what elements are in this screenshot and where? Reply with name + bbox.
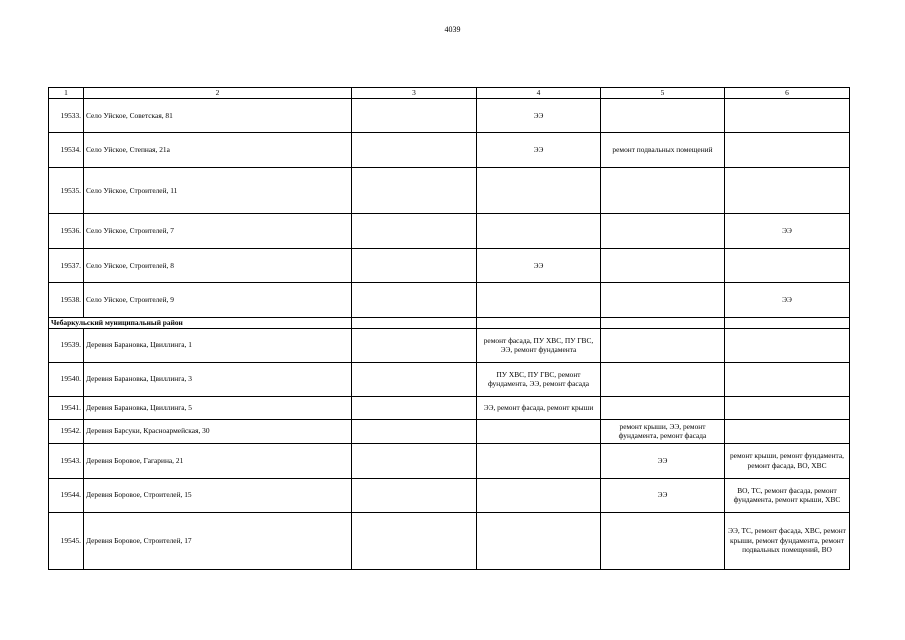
row-col3 — [352, 214, 477, 249]
row-number: 19534. — [49, 133, 84, 168]
table-row — [49, 362, 850, 396]
row-col4 — [477, 214, 601, 249]
row-number: 19536. — [49, 214, 84, 249]
row-col4: ЭЭ — [477, 133, 601, 168]
row-number: 19545. — [49, 512, 84, 569]
row-col5 — [601, 283, 725, 318]
row-col4 — [477, 478, 601, 512]
section-row — [49, 318, 850, 329]
row-number: 19535. — [49, 168, 84, 214]
row-col5 — [601, 249, 725, 283]
row-col3 — [352, 249, 477, 283]
row-number: 19537. — [49, 249, 84, 283]
row-col5: ремонт крыши, ЭЭ, ремонт фундамента, ремонт фасада — [601, 419, 725, 443]
row-col4: ЭЭ — [477, 99, 601, 133]
row-address: Деревня Боровое, Строителей, 15 — [84, 478, 352, 512]
row-col6 — [725, 419, 850, 443]
table-row — [49, 443, 850, 478]
row-col3 — [352, 396, 477, 419]
page-number: 4039 — [444, 25, 461, 34]
header-cell: 2 — [84, 88, 352, 99]
row-number: 19542. — [49, 419, 84, 443]
row-col4 — [477, 512, 601, 569]
row-col4: ремонт фасада, ПУ ХВС, ПУ ГВС, ЭЭ, ремонт фундамента — [477, 328, 601, 362]
row-number: 19540. — [49, 362, 84, 396]
row-address: Село Уйское, Советская, 81 — [84, 99, 352, 133]
row-col3 — [352, 328, 477, 362]
row-col4 — [477, 419, 601, 443]
table-row — [49, 478, 850, 512]
header-cell: 4 — [477, 88, 601, 99]
table-row — [49, 168, 850, 214]
table-row — [49, 249, 850, 283]
section-empty-cell — [725, 318, 850, 329]
row-col5 — [601, 396, 725, 419]
row-number: 19543. — [49, 443, 84, 478]
row-number: 19541. — [49, 396, 84, 419]
section-empty-cell — [601, 318, 725, 329]
header-row — [49, 88, 850, 99]
row-col6 — [725, 249, 850, 283]
row-col4 — [477, 168, 601, 214]
row-col6 — [725, 133, 850, 168]
section-empty-cell — [352, 318, 477, 329]
row-col3 — [352, 512, 477, 569]
row-col4: ЭЭ, ремонт фасада, ремонт крыши — [477, 396, 601, 419]
row-col5: ЭЭ — [601, 478, 725, 512]
row-address: Деревня Барановка, Цвиллинга, 1 — [84, 328, 352, 362]
row-col3 — [352, 133, 477, 168]
row-col6: ЭЭ — [725, 283, 850, 318]
table-row — [49, 396, 850, 419]
table-row — [49, 283, 850, 318]
row-number: 19539. — [49, 328, 84, 362]
row-col5 — [601, 214, 725, 249]
registry-table — [48, 87, 850, 570]
row-address: Село Уйское, Строителей, 11 — [84, 168, 352, 214]
row-col3 — [352, 362, 477, 396]
section-title: Чебаркульский муниципальный район — [49, 318, 352, 329]
row-address: Село Уйское, Степная, 21а — [84, 133, 352, 168]
row-col6 — [725, 328, 850, 362]
row-address: Деревня Барсуки, Красноармейская, 30 — [84, 419, 352, 443]
table-row — [49, 214, 850, 249]
row-col5 — [601, 168, 725, 214]
header-cell: 5 — [601, 88, 725, 99]
row-col6: ВО, ТС, ремонт фасада, ремонт фундамента, ремонт крыши, ХВС — [725, 478, 850, 512]
row-col3 — [352, 419, 477, 443]
row-address: Деревня Боровое, Гагарина, 21 — [84, 443, 352, 478]
row-col5: ЭЭ — [601, 443, 725, 478]
row-col6 — [725, 99, 850, 133]
table-row — [49, 133, 850, 168]
row-col5 — [601, 328, 725, 362]
row-col3 — [352, 168, 477, 214]
row-address: Село Уйское, Строителей, 8 — [84, 249, 352, 283]
row-col6: ЭЭ, ТС, ремонт фасада, ХВС, ремонт крыши, ремонт фундамента, ремонт подвальных помещений, ВО — [725, 512, 850, 569]
row-col4 — [477, 443, 601, 478]
row-address: Деревня Барановка, Цвиллинга, 5 — [84, 396, 352, 419]
row-col5 — [601, 512, 725, 569]
row-col5: ремонт подвальных помещений — [601, 133, 725, 168]
row-number: 19533. — [49, 99, 84, 133]
row-col3 — [352, 283, 477, 318]
header-cell: 6 — [725, 88, 850, 99]
row-col4 — [477, 283, 601, 318]
row-number: 19538. — [49, 283, 84, 318]
row-col4: ЭЭ — [477, 249, 601, 283]
row-address: Деревня Барановка, Цвиллинга, 3 — [84, 362, 352, 396]
row-number: 19544. — [49, 478, 84, 512]
row-col6: ремонт крыши, ремонт фундамента, ремонт фасада, ВО, ХВС — [725, 443, 850, 478]
table-row — [49, 512, 850, 569]
row-col6 — [725, 362, 850, 396]
row-col4: ПУ ХВС, ПУ ГВС, ремонт фундамента, ЭЭ, ремонт фасада — [477, 362, 601, 396]
row-col6 — [725, 396, 850, 419]
table-row — [49, 419, 850, 443]
row-address: Село Уйское, Строителей, 9 — [84, 283, 352, 318]
row-col6 — [725, 168, 850, 214]
section-empty-cell — [477, 318, 601, 329]
table-row — [49, 99, 850, 133]
row-col3 — [352, 478, 477, 512]
row-address: Село Уйское, Строителей, 7 — [84, 214, 352, 249]
row-col6: ЭЭ — [725, 214, 850, 249]
row-col5 — [601, 362, 725, 396]
row-address: Деревня Боровое, Строителей, 17 — [84, 512, 352, 569]
row-col3 — [352, 99, 477, 133]
row-col3 — [352, 443, 477, 478]
header-cell: 1 — [49, 88, 84, 99]
table-row — [49, 328, 850, 362]
row-col5 — [601, 99, 725, 133]
header-cell: 3 — [352, 88, 477, 99]
